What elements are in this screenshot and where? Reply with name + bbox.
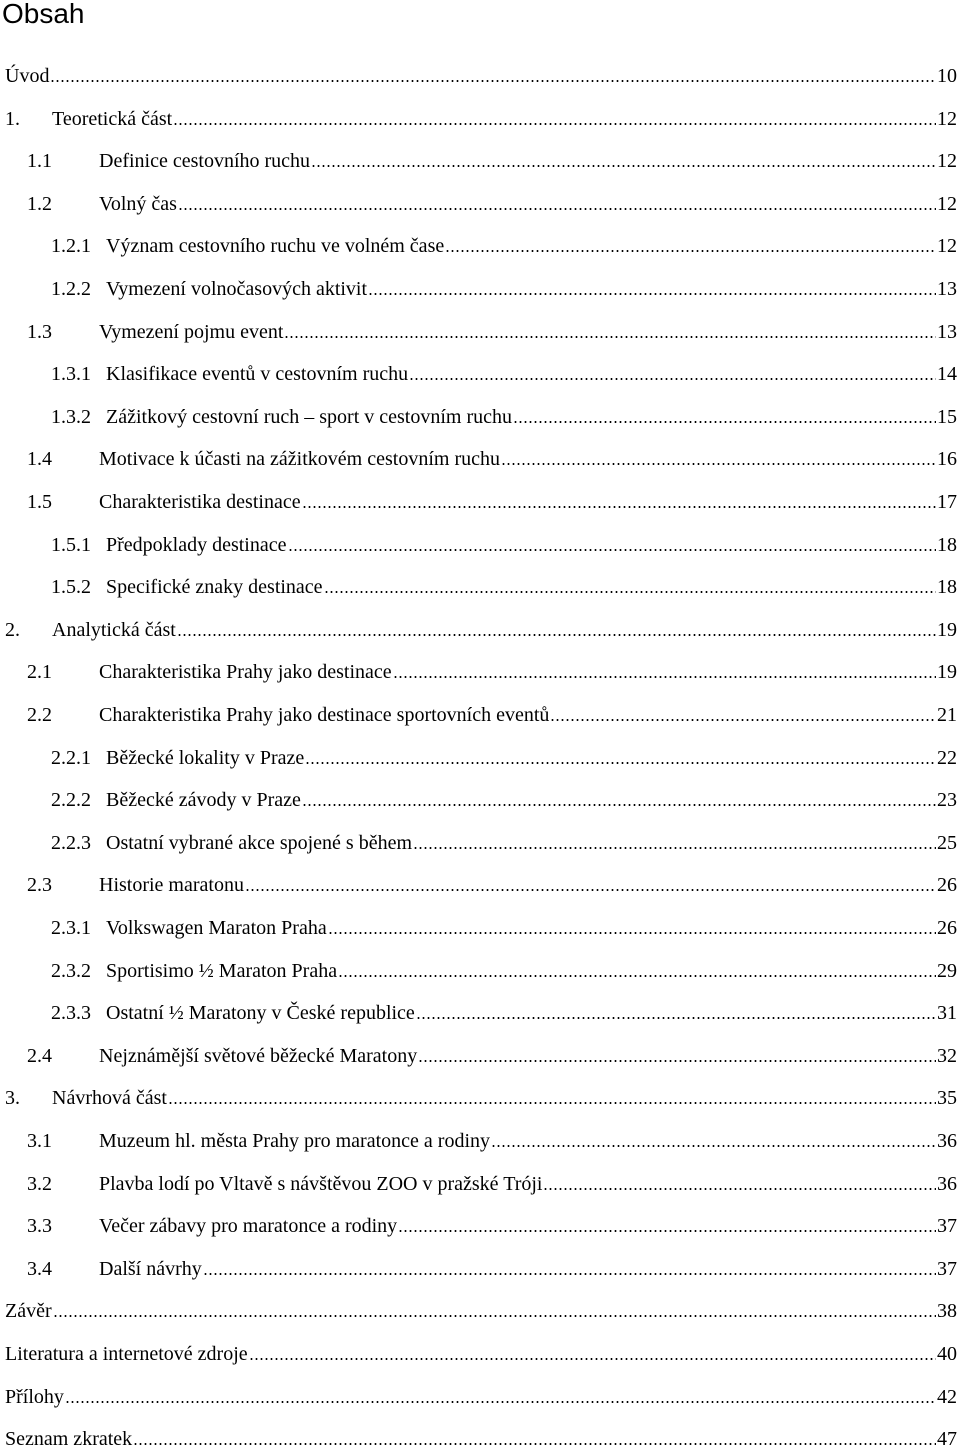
toc-entry-label: Literatura a internetové zdroje [5,1343,248,1365]
toc-entry-page-number: 31 [937,1002,957,1025]
toc-entry-page-number: 18 [937,576,957,599]
dot-leader [513,420,936,424]
toc-entry-number: 1.3 [27,320,52,343]
toc-entry[interactable] [0,779,960,813]
dot-leader [409,377,936,381]
dot-leader [288,548,937,552]
toc-entry[interactable] [0,1077,960,1111]
toc-entry-number: 1.2.1 [51,235,91,258]
toc-entry-page-number: 10 [937,65,957,87]
toc-entry-number: 1.5.1 [51,533,91,556]
dot-leader [311,164,936,168]
toc-entry-label: Volkswagen Maraton Praha [106,917,327,939]
dot-leader [445,249,936,253]
toc-entry-page-number: 40 [937,1343,957,1365]
toc-entry[interactable] [0,481,960,515]
toc-entry[interactable] [0,353,960,387]
dot-leader [284,335,936,339]
toc-entry-label: Seznam zkratek [5,1428,133,1451]
dot-leader [65,1400,936,1404]
toc-entry[interactable] [0,140,960,174]
toc-entry-number: 3.4 [27,1257,52,1280]
toc-entry-page-number: 38 [937,1300,957,1323]
toc-entry-page-number: 29 [937,959,957,982]
toc-entry-page-number: 22 [937,746,957,769]
toc-entry-page-number: 26 [937,874,957,897]
toc-entry[interactable] [0,609,960,643]
toc-entry[interactable] [0,268,960,302]
toc-entry-number: 2. [5,618,20,641]
toc-entry[interactable] [0,1333,960,1367]
toc-entry-number: 2.3.1 [51,917,91,939]
toc-entry[interactable] [0,396,960,430]
dot-leader [418,1059,936,1063]
toc-entry-label: Vymezení volnočasových aktivit [106,278,368,300]
toc-entry-label: Večer zábavy pro maratonce a rodiny [99,1215,398,1238]
toc-entry[interactable] [0,183,960,217]
dot-leader [302,505,936,509]
toc-entry-number: 1. [5,107,20,130]
toc-entry-page-number: 17 [937,491,957,513]
toc-entry-label: Zážitkový cestovní ruch – sport v cestovním ruchu [106,405,513,428]
toc-entry-label: Charakteristika Prahy jako destinace sportovních eventů [99,704,550,726]
toc-entry-page-number: 36 [937,1130,957,1152]
toc-entry-page-number: 13 [937,320,957,343]
toc-entry-page-number: 12 [937,107,957,130]
toc-entry-label: Běžecké lokality v Praze [106,746,305,769]
toc-entry[interactable] [0,992,960,1026]
toc-entry-page-number: 12 [937,192,957,215]
toc-entry-label: Motivace k účasti na zážitkovém cestovním ruchu [99,448,500,471]
toc-entry[interactable] [0,737,960,771]
toc-entry[interactable] [0,524,960,558]
toc-entry-label: Charakteristika destinace [99,491,301,513]
toc-entry[interactable] [0,1248,960,1282]
dot-leader [173,122,936,126]
dot-leader [302,803,936,807]
dot-leader [249,1357,936,1361]
toc-entry-number: 3. [5,1087,20,1110]
dot-leader [177,633,936,637]
toc-entry-number: 2.3 [27,874,52,897]
toc-entry-page-number: 32 [937,1044,957,1067]
toc-entry[interactable] [0,1120,960,1154]
toc-entry-page-number: 26 [937,917,957,939]
toc-entry-page-number: 19 [937,661,957,684]
toc-entry[interactable] [0,1035,960,1069]
toc-entry-number: 1.4 [27,448,52,471]
toc-entry-number: 2.2.3 [51,831,91,854]
toc-entry[interactable] [0,907,960,941]
dot-leader [398,1229,936,1233]
toc-entry[interactable] [0,55,960,89]
toc-entry-number: 2.1 [27,661,52,684]
toc-entry-page-number: 36 [937,1172,957,1195]
toc-entry-label: Sportisimo ½ Maraton Praha [106,959,338,982]
toc-entry[interactable] [0,438,960,472]
toc-entry-number: 1.5.2 [51,576,91,599]
dot-leader [328,931,936,935]
dot-leader [550,718,936,722]
dot-leader [338,974,936,978]
toc-entry-label: Přílohy [5,1385,64,1408]
dot-leader [413,846,936,850]
toc-entry[interactable] [0,864,960,898]
toc-entry-page-number: 25 [937,831,957,854]
toc-entry[interactable] [0,566,960,600]
toc-entry-label: Další návrhy [99,1257,202,1280]
toc-entry-number: 3.3 [27,1215,52,1238]
toc-entry-page-number: 19 [937,618,957,641]
toc-entry-number: 3.2 [27,1172,52,1195]
toc-entry[interactable] [0,651,960,685]
toc-entry-page-number: 37 [937,1257,957,1280]
toc-entry[interactable] [0,1163,960,1197]
toc-entry[interactable] [0,98,960,132]
toc-entry-number: 1.1 [27,150,52,173]
toc-entry-number: 1.2 [27,192,52,215]
dot-leader [168,1101,936,1105]
toc-entry-page-number: 47 [937,1428,957,1451]
toc-entry-label: Muzeum hl. města Prahy pro maratonce a rodiny [99,1130,490,1152]
toc-entry-page-number: 14 [937,363,957,386]
toc-entry[interactable] [0,1290,960,1324]
toc-entry-label: Ostatní vybrané akce spojené s během [106,831,413,854]
toc-entry-page-number: 16 [937,448,957,471]
toc-entry-number: 2.2.2 [51,789,91,812]
dot-leader [50,79,936,83]
toc-entry[interactable] [0,1418,960,1452]
toc-entry-label: Historie maratonu [99,874,244,897]
dot-leader [203,1272,936,1276]
toc-entry-page-number: 12 [937,150,957,173]
page-title: Obsah [2,0,85,29]
toc-entry-label: Vymezení pojmu event [99,320,284,343]
toc-entry-page-number: 12 [937,235,957,258]
toc-entry-number: 3.1 [27,1130,52,1152]
toc-entry[interactable] [0,822,960,856]
toc-entry-page-number: 37 [937,1215,957,1238]
toc-entry[interactable] [0,694,960,728]
dot-leader [178,207,936,211]
dot-leader [368,292,936,296]
dot-leader [133,1442,936,1446]
toc-entry-number: 1.5 [27,491,52,513]
toc-entry-page-number: 42 [937,1385,957,1408]
toc-entry-label: Závěr [5,1300,52,1323]
dot-leader [491,1144,936,1148]
dot-leader [245,888,936,892]
toc-entry-label: Definice cestovního ruchu [99,150,311,173]
toc-entry[interactable] [0,1376,960,1410]
toc-entry[interactable] [0,225,960,259]
dot-leader [305,761,936,765]
toc-entry-label: Analytická část [52,618,176,641]
toc-entry-label: Ostatní ½ Maratony v České republice [106,1002,415,1025]
toc-entry-label: Nejznámější světové běžecké Maratony [99,1044,418,1067]
toc-entry-number: 1.3.2 [51,405,91,428]
toc-entry-label: Předpoklady destinace [106,533,287,556]
toc-entry-page-number: 15 [937,405,957,428]
dot-leader [416,1016,936,1020]
toc-entry-number: 1.3.1 [51,363,91,386]
toc-entry-number: 2.3.2 [51,959,91,982]
toc-entry-page-number: 18 [937,533,957,556]
dot-leader [393,675,936,679]
dot-leader [501,462,936,466]
dot-leader [53,1314,936,1318]
toc-entry[interactable] [0,950,960,984]
toc-entry-number: 2.4 [27,1044,52,1067]
toc-entry-label: Úvod [5,65,50,87]
toc-entry-page-number: 35 [937,1087,957,1110]
toc-entry[interactable] [0,1205,960,1239]
toc-entry-number: 2.2.1 [51,746,91,769]
toc-entry-label: Charakteristika Prahy jako destinace [99,661,392,684]
toc-entry-number: 1.2.2 [51,278,91,300]
dot-leader [543,1187,936,1191]
toc-entry-label: Návrhová část [52,1087,167,1110]
toc-entry[interactable] [0,311,960,345]
toc-entry-label: Teoretická část [52,107,173,130]
toc-entry-label: Plavba lodí po Vltavě s návštěvou ZOO v pražské Tróji [99,1172,543,1195]
toc-entry-number: 2.3.3 [51,1002,91,1025]
toc-entry-label: Význam cestovního ruchu ve volném čase [106,235,445,258]
toc-entry-page-number: 13 [937,278,957,300]
dot-leader [324,590,936,594]
toc-entry-page-number: 23 [937,789,957,812]
toc-entry-label: Klasifikace eventů v cestovním ruchu [106,363,409,386]
toc-entry-page-number: 21 [937,704,957,726]
toc-entry-label: Běžecké závody v Praze [106,789,301,812]
toc-entry-number: 2.2 [27,704,52,726]
toc-entry-label: Specifické znaky destinace [106,576,323,599]
toc-entry-label: Volný čas [99,192,177,215]
